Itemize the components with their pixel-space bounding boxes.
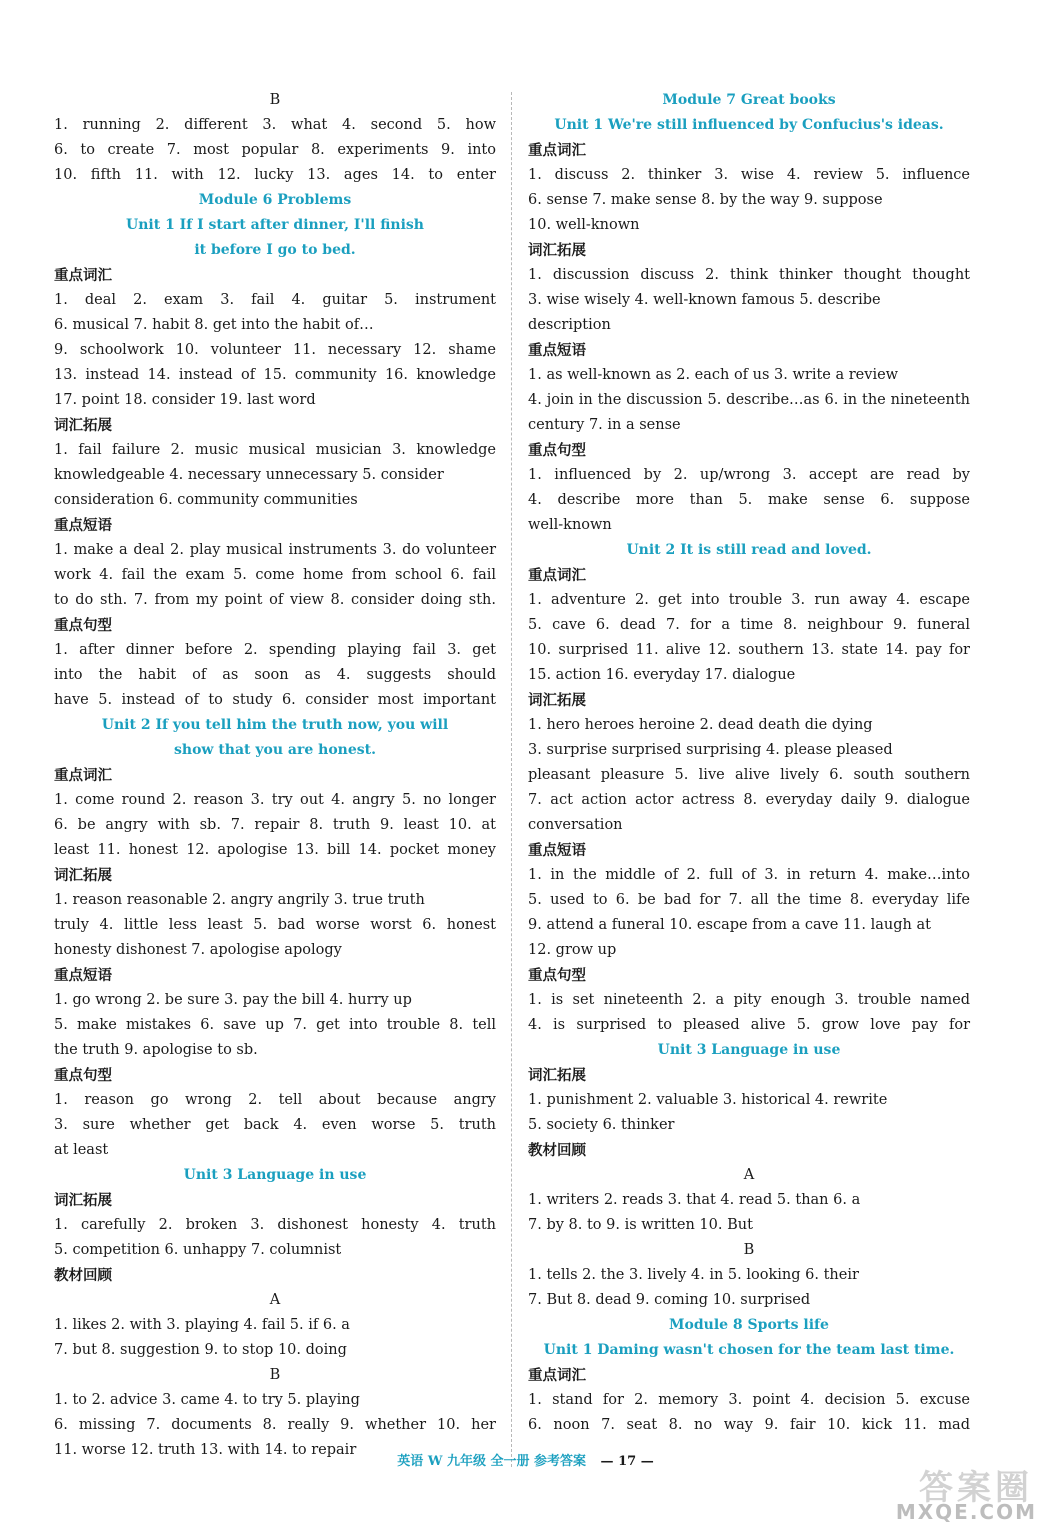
answer-line: 1. go wrong 2. be sure 3. pay the bill 4. hurry up xyxy=(54,992,412,1008)
answer-line: 7. by 8. to 9. is written 10. But xyxy=(528,1217,753,1233)
answer-line: 1. as well-known as 2. each of us 3. write a review xyxy=(528,367,899,383)
section-heading: 重点短语 xyxy=(528,842,586,859)
answer-line: 13. instead 14. instead of 15. community 16. knowledge xyxy=(54,367,496,383)
answer-line: work 4. fail the exam 5. come home from school 6. fail xyxy=(54,567,496,583)
answer-line: 17. point 18. consider 19. last word xyxy=(54,392,316,408)
answer-line: 11. worse 12. truth 13. with 14. to repair xyxy=(54,1442,357,1458)
answer-line: 1. hero heroes heroine 2. dead death die dying xyxy=(528,717,873,733)
section-heading: 词汇拓展 xyxy=(54,1192,112,1209)
unit-title: Unit 1 Daming wasn't chosen for the team last time. xyxy=(543,1342,955,1358)
answer-line: honesty dishonest 7. apologise apology xyxy=(54,942,342,958)
unit-title: Unit 3 Language in use xyxy=(183,1167,367,1183)
answer-line: 6. musical 7. habit 8. get into the habit of… xyxy=(54,317,374,333)
answer-line: 1. after dinner before 2. spending playing fail 3. get xyxy=(54,642,496,658)
answer-line: 1. stand for 2. memory 3. point 4. decision 5. excuse xyxy=(528,1392,970,1408)
module-title: Module 7 Great books xyxy=(662,92,836,108)
answer-line: the truth 9. apologise to sb. xyxy=(54,1042,258,1058)
answer-line: 1. come round 2. reason 3. try out 4. angry 5. no longer xyxy=(54,792,496,808)
unit-title: Unit 2 If you tell him the truth now, you will xyxy=(101,717,449,733)
answer-line: 1. punishment 2. valuable 3. historical 4. rewrite xyxy=(528,1092,888,1108)
answer-line: at least xyxy=(54,1142,109,1158)
unit-title: Unit 1 If I start after dinner, I'll finish xyxy=(126,217,424,233)
answer-line: have 5. instead of to study 6. consider most important xyxy=(54,692,496,708)
answer-line: 1. discussion discuss 2. think thinker thought thought xyxy=(528,267,970,283)
answer-line: 1. make a deal 2. play musical instruments 3. do volunteer xyxy=(54,542,496,558)
answer-line: 9. schoolwork 10. volunteer 11. necessary 12. shame xyxy=(54,342,496,358)
answer-line: 3. surprise surprised surprising 4. please pleased xyxy=(528,742,893,758)
section-heading: 重点句型 xyxy=(528,442,586,459)
section-heading: 重点词汇 xyxy=(54,767,112,784)
section-heading: 重点短语 xyxy=(528,342,586,359)
answer-line: least 11. honest 12. apologise 13. bill 14. pocket money xyxy=(54,842,496,858)
answer-line: 1. fail failure 2. music musical musician 3. knowledge xyxy=(54,442,496,458)
answer-line: 1. to 2. advice 3. came 4. to try 5. playing xyxy=(54,1392,360,1408)
section-heading: 词汇拓展 xyxy=(528,242,586,259)
answer-line: 1. discuss 2. thinker 3. wise 4. review 5. influence xyxy=(528,167,970,183)
answer-line: 1. influenced by 2. up/wrong 3. accept are read by xyxy=(528,467,970,483)
answer-line: 10. well-known xyxy=(528,217,640,233)
unit-title: it before I go to bed. xyxy=(194,242,356,258)
answer-line: 4. describe more than 5. make sense 6. suppose xyxy=(528,492,970,508)
answer-line: 3. wise wisely 4. well-known famous 5. describe xyxy=(528,292,881,308)
section-heading: 重点句型 xyxy=(54,1067,112,1084)
section-heading: 词汇拓展 xyxy=(54,867,112,884)
answer-line: into the habit of as soon as 4. suggests should xyxy=(54,667,496,683)
footer-title: 英语 W 九年级 全一册 参考答案 xyxy=(397,1454,587,1469)
section-heading: 重点短语 xyxy=(54,967,112,984)
answer-line: consideration 6. community communities xyxy=(54,492,358,508)
section-letter: A xyxy=(269,1292,281,1308)
watermark-mark: 答案圈 xyxy=(919,1468,1033,1508)
answer-line: 4. is surprised to pleased alive 5. grow love pay for xyxy=(528,1017,970,1033)
answer-line: truly 4. little less least 5. bad worse worst 6. honest xyxy=(54,917,496,933)
section-heading: 重点词汇 xyxy=(54,267,112,284)
answer-line: pleasant pleasure 5. live alive lively 6. south southern xyxy=(528,767,970,783)
answer-line: 1. writers 2. reads 3. that 4. read 5. than 6. a xyxy=(528,1192,861,1208)
section-heading: 词汇拓展 xyxy=(528,1067,586,1084)
section-heading: 教材回顾 xyxy=(528,1142,586,1159)
answer-line: conversation xyxy=(528,817,623,833)
section-heading: 重点短语 xyxy=(54,517,112,534)
unit-title: Unit 1 We're still influenced by Confucius's ideas. xyxy=(554,117,944,133)
answer-line: 1. carefully 2. broken 3. dishonest honesty 4. truth xyxy=(54,1217,496,1233)
answer-line: 1. deal 2. exam 3. fail 4. guitar 5. instrument xyxy=(54,292,496,308)
answer-line: 1. tells 2. the 3. lively 4. in 5. looking 6. their xyxy=(528,1267,859,1283)
module-title: Module 6 Problems xyxy=(198,192,352,208)
answer-line: 1. reason go wrong 2. tell about because angry xyxy=(54,1092,496,1108)
answer-line: 5. make mistakes 6. save up 7. get into trouble 8. tell xyxy=(54,1017,496,1033)
answer-line: description xyxy=(528,317,611,333)
section-heading: 重点句型 xyxy=(528,967,586,984)
unit-title: Unit 2 It is still read and loved. xyxy=(626,542,872,558)
unit-title: show that you are honest. xyxy=(174,742,376,758)
answer-line: 6. missing 7. documents 8. really 9. whether 10. her xyxy=(54,1417,496,1433)
answer-line: 5. competition 6. unhappy 7. columnist xyxy=(54,1242,342,1258)
answer-line: 1. reason reasonable 2. angry angrily 3. true truth xyxy=(54,892,425,908)
answer-line: 5. society 6. thinker xyxy=(528,1117,675,1133)
answer-line: 6. be angry with sb. 7. repair 8. truth 9. least 10. at xyxy=(54,817,496,833)
answer-line: 4. join in the discussion 5. describe…as 6. in the nineteenth xyxy=(528,392,970,408)
answer-line: 1. adventure 2. get into trouble 3. run away 4. escape xyxy=(528,592,970,608)
answer-line: 7. But 8. dead 9. coming 10. surprised xyxy=(528,1292,811,1308)
answer-line: 1. likes 2. with 3. playing 4. fail 5. if 6. a xyxy=(54,1317,350,1333)
answer-line: 5. used to 6. be bad for 7. all the time 8. everyday life xyxy=(528,892,970,908)
left-column xyxy=(54,88,496,1463)
section-heading: 重点词汇 xyxy=(528,142,586,159)
answer-line: 1. in the middle of 2. full of 3. in return 4. make…into xyxy=(528,867,970,883)
answer-line: 10. surprised 11. alive 12. southern 13. state 14. pay for xyxy=(528,642,970,658)
answer-line: 10. fifth 11. with 12. lucky 13. ages 14. to enter xyxy=(54,167,496,183)
section-letter: B xyxy=(269,92,281,108)
answer-line: 15. action 16. everyday 17. dialogue xyxy=(528,667,796,683)
answer-line: 6. sense 7. make sense 8. by the way 9. suppose xyxy=(528,192,883,208)
answer-line: 6. to create 7. most popular 8. experiments 9. into xyxy=(54,142,496,158)
answer-line: well-known xyxy=(528,517,612,533)
answer-line: to do sth. 7. from my point of view 8. consider doing sth. xyxy=(54,592,496,608)
section-heading: 词汇拓展 xyxy=(528,692,586,709)
watermark-url: MXQE.COM xyxy=(895,1500,1037,1524)
answer-line: 1. is set nineteenth 2. a pity enough 3. trouble named xyxy=(528,992,970,1008)
watermark-logo xyxy=(868,1460,1043,1528)
answer-line: 12. grow up xyxy=(528,942,617,958)
answer-line: century 7. in a sense xyxy=(528,417,681,433)
column-divider xyxy=(511,92,512,1467)
answer-line: 7. act action actor actress 8. everyday daily 9. dialogue xyxy=(528,792,970,808)
right-column xyxy=(528,88,970,1438)
answer-line: 6. noon 7. seat 8. no way 9. fair 10. kick 11. mad xyxy=(528,1417,970,1433)
module-title: Module 8 Sports life xyxy=(669,1317,829,1333)
section-heading: 重点词汇 xyxy=(528,1367,586,1384)
section-letter: B xyxy=(743,1242,755,1258)
section-letter: B xyxy=(269,1367,281,1383)
answer-line: 5. cave 6. dead 7. for a time 8. neighbour 9. funeral xyxy=(528,617,970,633)
answer-line: knowledgeable 4. necessary unnecessary 5. consider xyxy=(54,467,444,483)
answer-line: 3. sure whether get back 4. even worse 5. truth xyxy=(54,1117,496,1133)
section-heading: 词汇拓展 xyxy=(54,417,112,434)
answer-line: 7. but 8. suggestion 9. to stop 10. doing xyxy=(54,1342,347,1358)
section-heading: 重点词汇 xyxy=(528,567,586,584)
answer-line: 9. attend a funeral 10. escape from a cave 11. laugh at xyxy=(528,917,931,933)
page-number: — 17 — xyxy=(600,1454,654,1469)
answer-line: 1. running 2. different 3. what 4. second 5. how xyxy=(54,117,496,133)
section-heading: 教材回顾 xyxy=(54,1267,112,1284)
section-heading: 重点句型 xyxy=(54,617,112,634)
section-letter: A xyxy=(743,1167,755,1183)
unit-title: Unit 3 Language in use xyxy=(657,1042,841,1058)
